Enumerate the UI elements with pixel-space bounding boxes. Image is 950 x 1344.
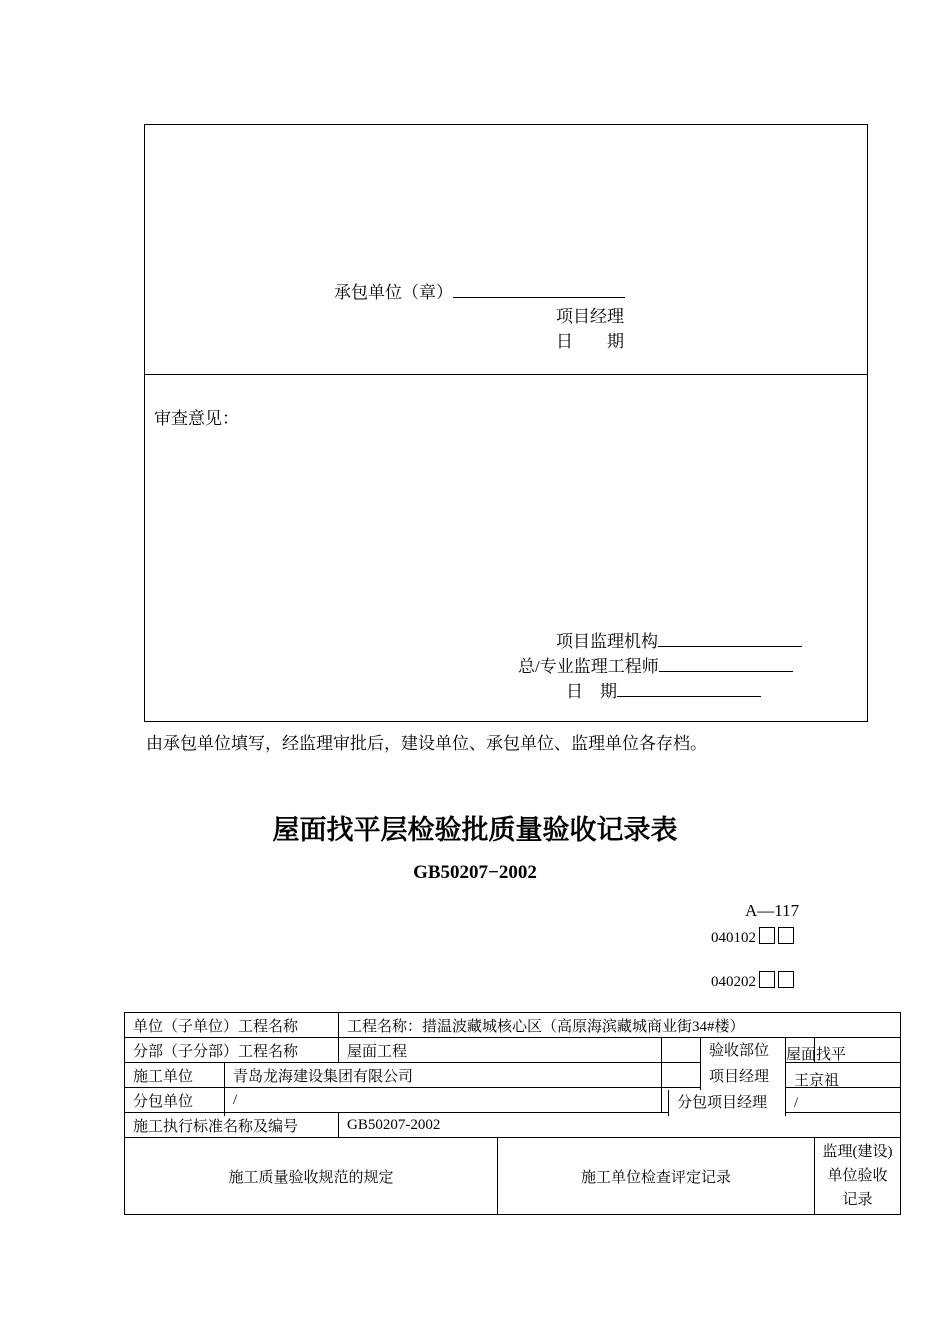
sub-pm-value: / — [794, 1095, 799, 1111]
accept-part-value-text: 屋面找平 — [786, 1047, 847, 1063]
supervision-org-label: 项目监理机构 — [556, 632, 658, 651]
contractor-seal-row — [334, 278, 625, 303]
supervision-column-header: 监理(建设)单位验收记录 — [815, 1138, 901, 1215]
form-standard: GB50207−2002 — [413, 862, 537, 883]
unit-name-value: 工程名称：措温波藏城核心区（高原海滨藏城商业街34#楼） — [339, 1013, 901, 1038]
engineer-label: 总/专业监理工程师 — [518, 657, 659, 676]
engineer-line[interactable] — [659, 655, 793, 672]
subcontractor-label: 分包单位 — [125, 1088, 225, 1113]
cell-divider — [224, 1090, 225, 1116]
contractor-date-label: 日 期 — [556, 332, 624, 351]
subcontractor-value: / — [225, 1088, 662, 1113]
form-code-row-1 — [711, 927, 794, 947]
archive-note: 由承包单位填写，经监理审批后，建设单位、承包单位、监理单位各存档。 — [146, 734, 707, 753]
accept-part-label: 验收部位 — [700, 1038, 786, 1064]
review-date-row — [566, 677, 761, 702]
unit-name-label: 单位（子单位）工程名称 — [125, 1013, 339, 1038]
form-code-2: 040202 — [711, 974, 756, 990]
box-divider — [145, 374, 867, 375]
form-title: 屋面找平层检验批质量验收记录表 — [272, 815, 678, 845]
spec-column-header: 施工质量验收规范的规定 — [125, 1138, 498, 1215]
division-name-label: 分部（子分部）工程名称 — [125, 1038, 339, 1063]
code-box[interactable] — [759, 971, 775, 988]
contractor-label: 施工单位 — [125, 1063, 225, 1088]
supervision-org-line[interactable] — [658, 630, 802, 647]
cell-divider — [338, 1012, 339, 1038]
review-date-label: 日 期 — [566, 682, 617, 701]
table-row — [125, 1113, 901, 1138]
code-box[interactable] — [778, 927, 794, 944]
form-number: A—117 — [745, 901, 800, 920]
sub-pm-label: 分包项目经理 — [668, 1090, 786, 1116]
code-box[interactable] — [759, 927, 775, 944]
form-code-1: 040102 — [711, 930, 756, 946]
table-row — [125, 1013, 901, 1038]
code-box[interactable] — [778, 971, 794, 988]
form-code-row-2 — [711, 971, 794, 991]
exec-standard-value: GB50207-2002 — [339, 1113, 901, 1138]
contractor-pm-label: 项目经理 — [556, 307, 624, 326]
engineer-row — [518, 652, 793, 677]
contractor-pm-label: 项目经理 — [700, 1064, 786, 1090]
review-opinion-label: 审查意见： — [154, 409, 239, 428]
exec-standard-label: 施工执行标准名称及编号 — [125, 1113, 339, 1138]
division-name-value: 屋面工程 — [339, 1038, 662, 1063]
review-date-line[interactable] — [617, 680, 761, 697]
contractor-seal-line[interactable] — [453, 281, 625, 298]
contractor-value: 青岛龙海建设集团有限公司 — [225, 1063, 662, 1088]
check-column-header: 施工单位检查评定记录 — [498, 1138, 815, 1215]
contractor-pm-value: 王京祖 — [794, 1073, 840, 1089]
contractor-seal-label: 承包单位（章） — [334, 283, 453, 302]
supervision-org-row — [556, 627, 802, 652]
table-header-row — [125, 1138, 901, 1215]
